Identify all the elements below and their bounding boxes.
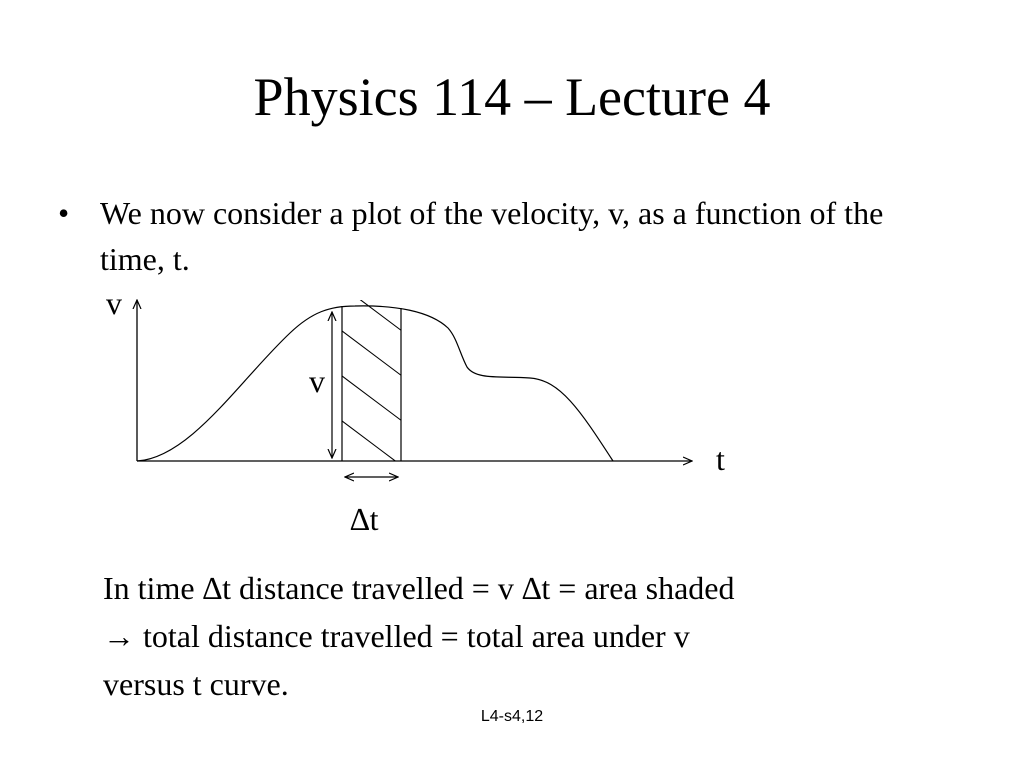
bullet-marker: • <box>58 195 70 231</box>
y-axis-label: v <box>106 285 122 321</box>
caption <box>103 564 963 708</box>
caption-line: versus t curve. <box>103 666 289 702</box>
slide-title: Physics 114 – Lecture 4 <box>253 67 771 127</box>
shaded-strip <box>342 286 402 466</box>
x-axis-label: t <box>716 441 725 477</box>
bullet-text: We now consider a plot of the velocity, v, as a function of the time, t. <box>100 195 884 277</box>
slide-footer: L4-s4,12 <box>480 708 544 725</box>
velocity-curve <box>137 306 613 461</box>
caption-line: → total distance travelled = total area under v <box>103 618 690 654</box>
caption-line: In time ∆t distance travelled = v ∆t = area shaded <box>103 570 735 606</box>
strip-height-label: v <box>309 363 325 399</box>
strip-width-label: ∆t <box>350 501 379 537</box>
